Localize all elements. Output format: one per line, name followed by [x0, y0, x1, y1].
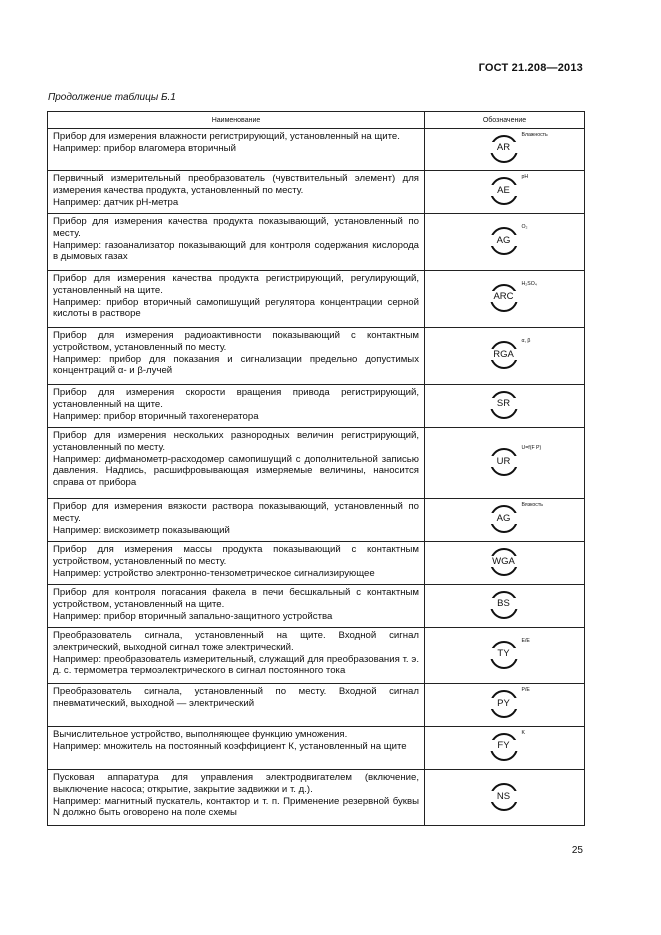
instrument-symbol-icon [484, 281, 537, 316]
instrument-code-wrapper [486, 456, 522, 467]
row-symbol-cell [425, 171, 585, 214]
instrument-code: AE [497, 185, 510, 196]
instrument-code-wrapper [486, 791, 522, 802]
instrument-symbol-icon [484, 338, 531, 373]
row-symbol-cell [425, 328, 585, 385]
example-text: Например: газоанализатор показывающий для контроля содержания кислорода в дымовых газах [53, 239, 419, 263]
table-row [48, 214, 585, 271]
table-caption: Продолжение таблицы Б.1 [48, 92, 176, 103]
row-symbol-cell [425, 428, 585, 499]
instrument-code-wrapper [486, 235, 522, 246]
instrument-code: RGA [493, 349, 514, 360]
column-header-name: Наименование [48, 112, 425, 129]
row-description [48, 171, 425, 214]
instrument-code: BS [497, 598, 510, 609]
instrument-code: AR [496, 141, 511, 153]
table-row [48, 542, 585, 585]
document-code: ГОСТ 21.208—2013 [478, 62, 583, 74]
measured-variable-label: pH [521, 174, 529, 180]
instrument-code: AG [496, 235, 511, 246]
measured-variable-label: α, β [521, 338, 531, 344]
table-row [48, 171, 585, 214]
row-symbol-cell [425, 499, 585, 542]
example-text: Например: множитель на постоянный коэффициент К, установленный на щите [53, 740, 407, 752]
row-description [48, 628, 425, 684]
instrument-code: SR [496, 398, 511, 409]
instrument-code-wrapper [486, 648, 522, 659]
row-description [48, 214, 425, 271]
row-description [48, 428, 425, 499]
table-row [48, 129, 585, 171]
instrument-code: NS [496, 790, 511, 802]
measured-variable-label: E/E [521, 637, 530, 644]
row-description [48, 585, 425, 628]
table-row [48, 428, 585, 499]
table-row [48, 585, 585, 628]
page-number: 25 [571, 845, 583, 856]
description-text: Прибор для измерения влажности регистрирующий, установленный на щите. [53, 131, 400, 142]
table-row [48, 271, 585, 328]
instrument-symbol-icon [484, 589, 526, 623]
instrument-code-wrapper [486, 142, 522, 153]
example-text: Например: прибор вторичный запально-защитного устройства [53, 610, 333, 622]
table-row [48, 684, 585, 727]
description-text: Прибор для измерения вязкости раствора показывающий, установленный по месту. [53, 501, 419, 524]
instrument-code: UR [496, 456, 511, 467]
instrument-code-wrapper [486, 598, 522, 609]
example-text: Например: датчик pH-метра [53, 196, 179, 208]
measured-variable-label: Вязкость [521, 502, 543, 508]
measured-variable-label: O₂ [521, 224, 528, 230]
description-text: Прибор для измерения радиоактивности показывающий с контактным устройством, установленный по месту. [53, 330, 419, 353]
table-row [48, 727, 585, 770]
row-symbol-cell [425, 770, 585, 826]
row-symbol-cell [425, 628, 585, 684]
instrument-symbol-icon [484, 781, 526, 815]
instrument-code-wrapper [486, 556, 522, 567]
example-text: Например: преобразователь измерительный, служащий для преобразования т. э. д. с. термометра термоэлектрического в сигнал постоянного тока [53, 653, 419, 677]
instrument-code-wrapper [486, 291, 522, 302]
description-text: Первичный измерительный преобразователь (чувствительный элемент) для измерения качества продукта, установленный по месту. [53, 173, 419, 196]
instrument-code-wrapper [486, 698, 522, 709]
description-text: Прибор для контроля погасания факела в печи бесшкальный с контактным устройством, установленный на щите. [53, 587, 419, 610]
row-description [48, 542, 425, 585]
instrument-code-wrapper [486, 740, 522, 751]
row-description [48, 129, 425, 171]
description-text: Преобразователь сигнала, установленный по месту. Входной сигнал пневматический, выходной — электрический [53, 686, 419, 709]
instrument-code: PY [497, 698, 510, 709]
row-symbol-cell [425, 542, 585, 585]
instrument-code-wrapper [486, 349, 522, 360]
description-text: Прибор для измерения качества продукта показывающий, установленный по месту. [53, 216, 419, 239]
row-symbol-cell [425, 214, 585, 271]
row-symbol-cell [425, 129, 585, 171]
example-text: Например: прибор вторичный самопишущий регулятора концентрации серной кислоты в растворе [53, 296, 419, 320]
example-text: Например: дифманометр-расходомер самопишущий с дополнительной записью давления. Надпись, расшифровывающая измеряемые величины, наносится справа от прибора [53, 453, 419, 489]
row-description [48, 684, 425, 727]
instrument-code-wrapper [486, 185, 522, 196]
description-text: Прибор для измерения массы продукта показывающий с контактным устройством, установленный по месту. [53, 544, 419, 567]
row-description [48, 385, 425, 428]
row-symbol-cell [425, 585, 585, 628]
instrument-symbol-icon [484, 174, 529, 209]
description-text: Прибор для измерения скорости вращения привода регистрирующий, установленный на щите. [53, 387, 419, 410]
row-description [48, 727, 425, 770]
description-text: Прибор для измерения нескольких разнородных величин регистрирующий, установленный по месту. [53, 430, 419, 453]
instrument-code: AG [496, 513, 511, 524]
row-description [48, 328, 425, 385]
instrument-code: FY [497, 740, 510, 751]
instrument-symbol-icon [484, 731, 526, 765]
measured-variable-label: U=f(F P) [521, 445, 542, 451]
instrument-symbol-icon [484, 546, 526, 580]
instrument-symbol-icon [484, 687, 530, 722]
table-row [48, 499, 585, 542]
description-text: Пусковая аппаратура для управления электродвигателем (включение, выключение насоса; открытие, закрытие задвижки и т. д.). [53, 772, 419, 795]
table-row [48, 628, 585, 684]
column-header-symbol: Обозначение [425, 112, 585, 129]
instrument-symbol-icon [484, 445, 542, 480]
row-description [48, 770, 425, 826]
table-header-row [48, 112, 585, 129]
description-text: Прибор для измерения качества продукта регистрирующий, регулирующий, установленный на щите. [53, 273, 419, 296]
example-text: Например: прибор для показания и сигнализации предельно допустимых концентраций α- и β-лучей [53, 353, 419, 377]
row-description [48, 499, 425, 542]
row-symbol-cell [425, 271, 585, 328]
instrument-symbol-icon [484, 389, 526, 423]
measured-variable-label: Влажность [521, 131, 548, 138]
measured-variable-label: H₂SO₄ [521, 281, 537, 287]
example-text: Например: вискозиметр показывающий [53, 524, 230, 536]
example-text: Например: прибор влагомера вторичный [53, 142, 236, 154]
table-row [48, 385, 585, 428]
measured-variable-label: K [521, 730, 525, 736]
instrument-code-wrapper [486, 513, 522, 524]
table-row [48, 770, 585, 826]
description-text: Вычислительное устройство, выполняющее функцию умножения. [53, 729, 348, 740]
instrument-code: ARC [493, 291, 514, 302]
example-text: Например: магнитный пускатель, контактор и т. п. Применение резервной буквы N должно быть оговорено на поле схемы [53, 795, 419, 819]
row-symbol-cell [425, 727, 585, 770]
symbols-table [47, 111, 585, 826]
table-row [48, 328, 585, 385]
measured-variable-label: P/E [521, 687, 530, 693]
example-text: Например: прибор вторичный тахогенератора [53, 410, 259, 422]
instrument-symbol-icon [484, 225, 526, 259]
instrument-symbol-icon [484, 637, 530, 673]
example-text: Например: устройство электронно-тензометрическое сигнализирующее [53, 567, 375, 579]
row-symbol-cell [425, 385, 585, 428]
instrument-symbol-icon [484, 131, 548, 167]
description-text: Преобразователь сигнала, установленный на щите. Входной сигнал электрический, выходной сигнал тоже электрический. [53, 630, 419, 653]
row-description [48, 271, 425, 328]
instrument-code: WGA [492, 556, 515, 567]
row-symbol-cell [425, 684, 585, 727]
instrument-symbol-icon [484, 502, 543, 537]
instrument-code-wrapper [486, 398, 522, 409]
instrument-code: TY [497, 647, 510, 659]
